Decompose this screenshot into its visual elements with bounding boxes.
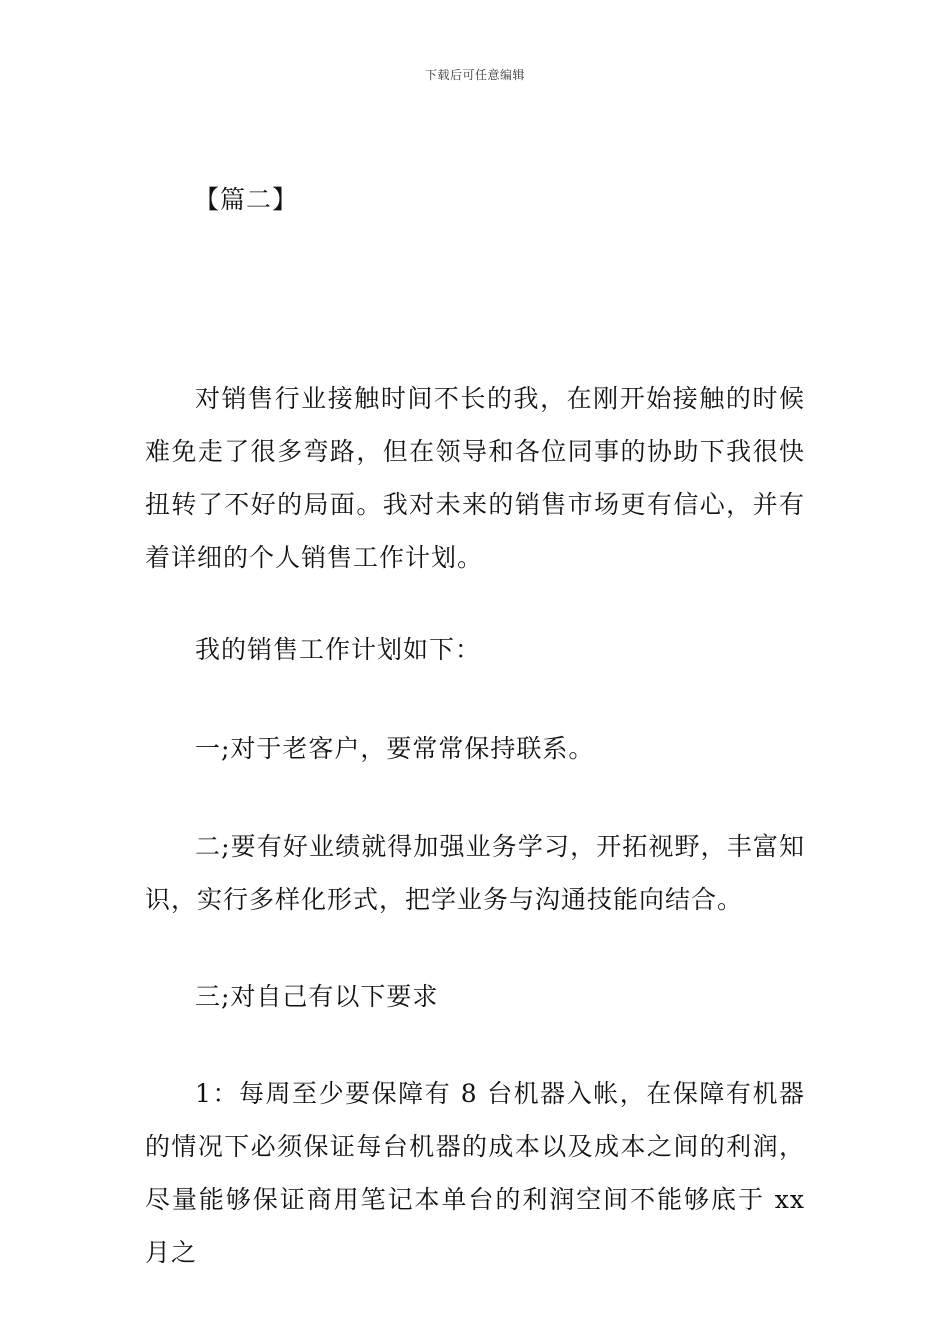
paragraph-item-one: 一;对于老客户，要常常保持联系。 bbox=[195, 734, 595, 763]
paragraph-requirement-one: 1：每周至少要保障有 8 台机器入帐，在保障有机器的情况下必须保证每台机器的成本以及成本之间的利润，尽量能够保证商用笔记本单台的利润空间不能够底于 xx 月之 bbox=[145, 1079, 805, 1267]
paragraph-item-three: 三;对自己有以下要求 bbox=[195, 982, 439, 1011]
paragraph-intro: 对销售行业接触时间不长的我，在刚开始接触的时候难免走了很多弯路，但在领导和各位同事的协助下我很快扭转了不好的局面。我对未来的销售市场更有信心，并有着详细的个人销售工作计划。 bbox=[145, 384, 805, 572]
paragraph-plan-heading: 我的销售工作计划如下： bbox=[195, 635, 482, 664]
paragraph-item-two: 二;要有好业绩就得加强业务学习，开拓视野，丰富知识，实行多样化形式，把学业务与沟通技能向结合。 bbox=[145, 832, 805, 914]
section-title: 【篇二】 bbox=[194, 185, 299, 214]
header-note: 下载后可任意编辑 bbox=[424, 68, 525, 82]
